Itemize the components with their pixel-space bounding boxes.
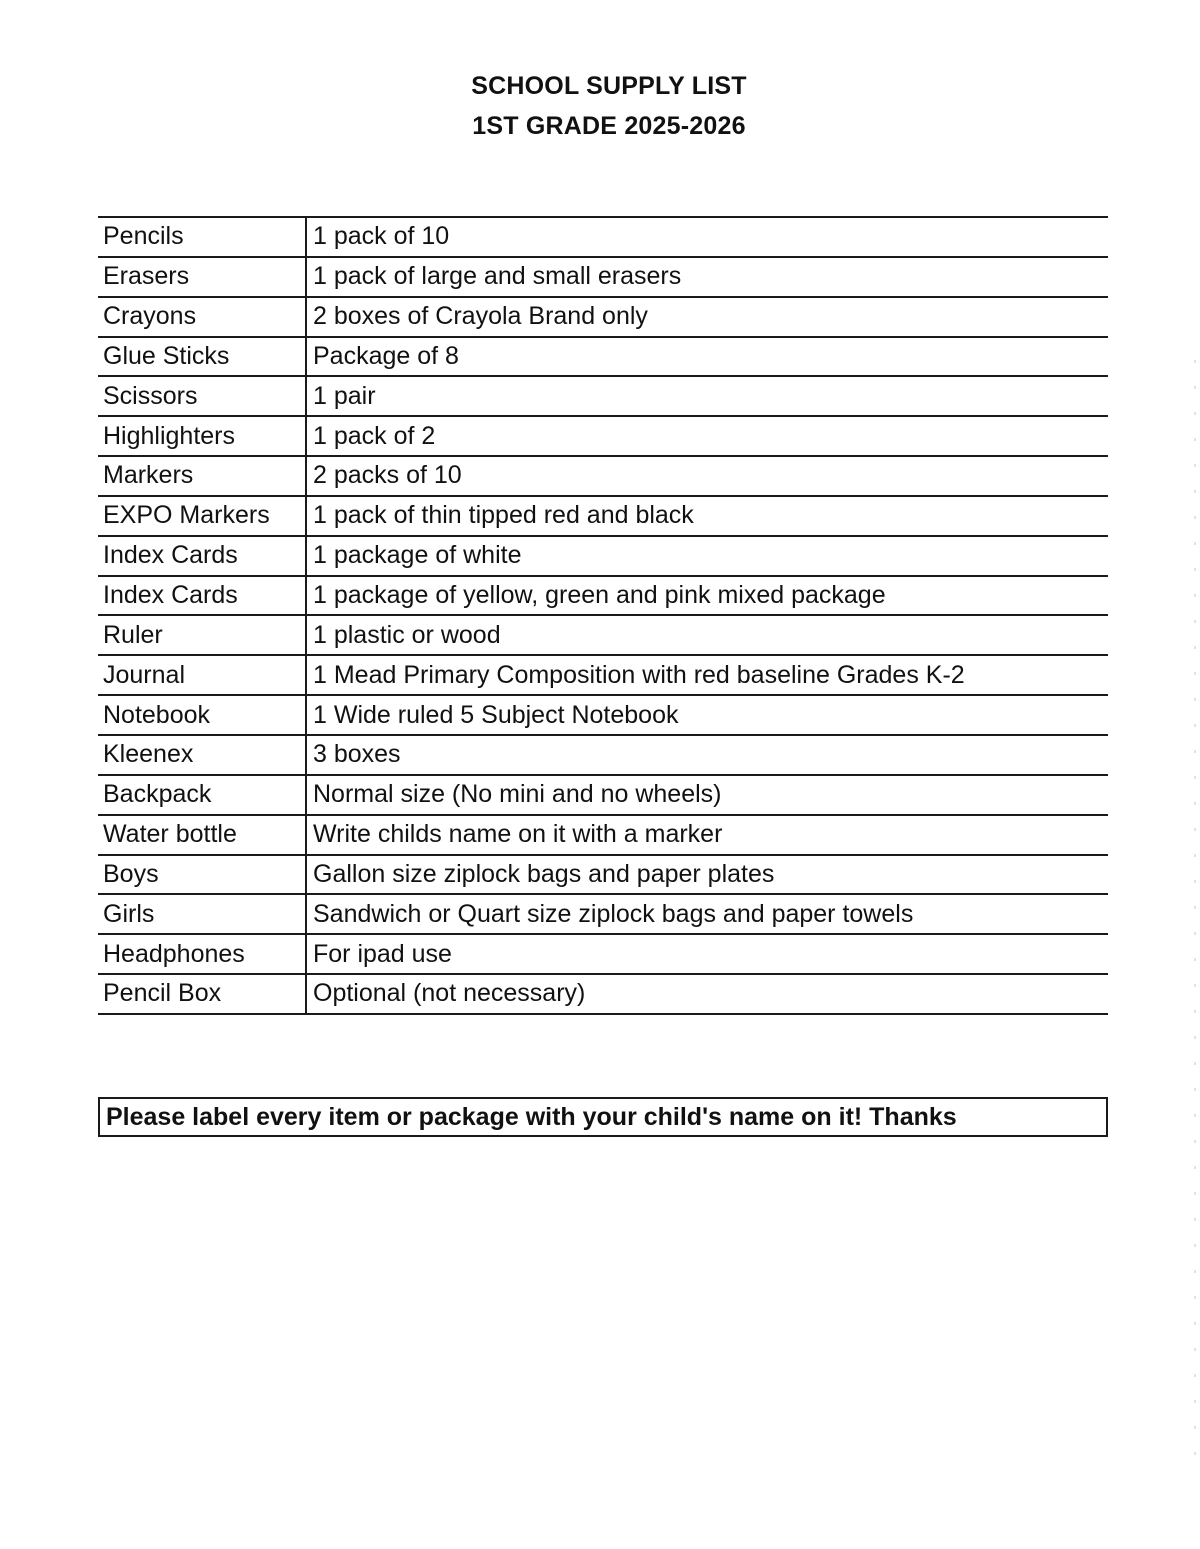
quantity-cell: 1 pair	[306, 376, 1108, 416]
item-cell: Kleenex	[98, 735, 306, 775]
quantity-cell: 1 package of white	[306, 536, 1108, 576]
item-cell: Journal	[98, 655, 306, 695]
quantity-cell: Optional (not necessary)	[306, 974, 1108, 1014]
table-row	[98, 815, 1108, 855]
table-row	[98, 775, 1108, 815]
table-row	[98, 456, 1108, 496]
item-cell: Headphones	[98, 934, 306, 974]
table-row	[98, 855, 1108, 895]
quantity-cell: 2 boxes of Crayola Brand only	[306, 297, 1108, 337]
quantity-cell: 1 package of yellow, green and pink mixed package	[306, 576, 1108, 616]
quantity-cell: Write childs name on it with a marker	[306, 815, 1108, 855]
quantity-cell: Sandwich or Quart size ziplock bags and paper towels	[306, 894, 1108, 934]
item-cell: Pencil Box	[98, 974, 306, 1014]
page-title: SCHOOL SUPPLY LIST	[471, 72, 747, 100]
quantity-cell: 1 pack of thin tipped red and black	[306, 496, 1108, 536]
item-cell: Ruler	[98, 615, 306, 655]
table-row	[98, 337, 1108, 377]
quantity-cell: Package of 8	[306, 337, 1108, 377]
table-row	[98, 376, 1108, 416]
item-cell: Pencils	[98, 217, 306, 257]
quantity-cell: 1 Mead Primary Composition with red baseline Grades K-2	[306, 655, 1108, 695]
table-row	[98, 536, 1108, 576]
item-cell: Water bottle	[98, 815, 306, 855]
item-cell: Highlighters	[98, 416, 306, 456]
item-cell: Backpack	[98, 775, 306, 815]
table-row	[98, 496, 1108, 536]
item-cell: Glue Sticks	[98, 337, 306, 377]
table-row	[98, 695, 1108, 735]
quantity-cell: 1 plastic or wood	[306, 615, 1108, 655]
table-row	[98, 416, 1108, 456]
label-reminder-text: Please label every item or package with your child's name on it! Thanks	[106, 1102, 957, 1131]
table-row	[98, 974, 1108, 1014]
quantity-cell: 3 boxes	[306, 735, 1108, 775]
item-cell: Girls	[98, 894, 306, 934]
quantity-cell: Normal size (No mini and no wheels)	[306, 775, 1108, 815]
item-cell: Erasers	[98, 257, 306, 297]
item-cell: EXPO Markers	[98, 496, 306, 536]
quantity-cell: For ipad use	[306, 934, 1108, 974]
table-row	[98, 217, 1108, 257]
quantity-cell: 2 packs of 10	[306, 456, 1108, 496]
quantity-cell: 1 pack of 2	[306, 416, 1108, 456]
table-row	[98, 655, 1108, 695]
table-row	[98, 735, 1108, 775]
item-cell: Notebook	[98, 695, 306, 735]
quantity-cell: 1 pack of 10	[306, 217, 1108, 257]
item-cell: Index Cards	[98, 536, 306, 576]
table-row	[98, 934, 1108, 974]
item-cell: Scissors	[98, 376, 306, 416]
page-subtitle: 1ST GRADE 2025-2026	[472, 112, 746, 140]
item-cell: Index Cards	[98, 576, 306, 616]
item-cell: Crayons	[98, 297, 306, 337]
quantity-cell: 1 Wide ruled 5 Subject Notebook	[306, 695, 1108, 735]
table-row	[98, 257, 1108, 297]
supply-table	[98, 216, 1108, 1015]
quantity-cell: Gallon size ziplock bags and paper plates	[306, 855, 1108, 895]
item-cell: Markers	[98, 456, 306, 496]
scan-artifact	[1194, 360, 1196, 1460]
quantity-cell: 1 pack of large and small erasers	[306, 257, 1108, 297]
table-row	[98, 894, 1108, 934]
label-reminder-box	[98, 1097, 1108, 1137]
table-row	[98, 297, 1108, 337]
table-row	[98, 615, 1108, 655]
table-row	[98, 576, 1108, 616]
item-cell: Boys	[98, 855, 306, 895]
